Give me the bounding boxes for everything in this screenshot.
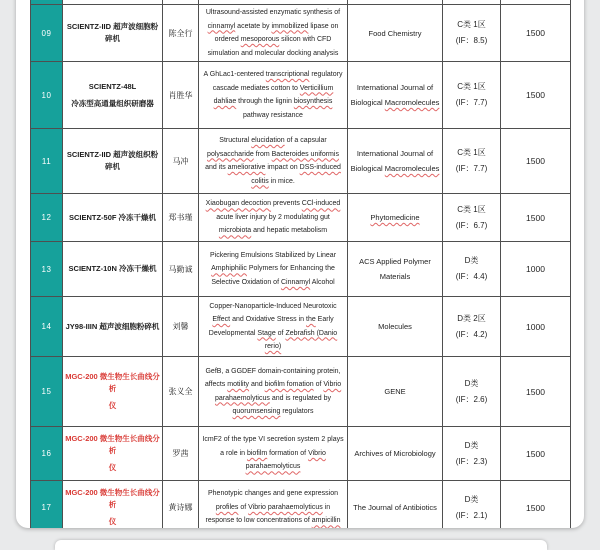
paper-title-cell: [199, 5, 348, 62]
text-segment: impact on: [265, 164, 300, 171]
text-segment: acetate by: [235, 22, 272, 30]
impact-factor: (IF：2.3): [455, 456, 488, 466]
equipment-line: JY98-IIIN 超声波细胞粉碎机: [65, 321, 160, 331]
underlined-term: Cinnamyl: [280, 278, 311, 286]
equipment-cell: [63, 5, 163, 62]
underlined-term: ampicillin: [311, 517, 341, 525]
class-grade: D类: [464, 256, 479, 265]
equipment-cell: [63, 481, 163, 529]
row-number: 14: [41, 322, 52, 331]
paper-title: [205, 368, 341, 416]
researcher-name: 马冲: [172, 156, 189, 166]
table-row: [31, 427, 571, 481]
underlined-term: Effect: [212, 316, 231, 323]
row-number: 17: [41, 503, 52, 512]
document-page: [16, 0, 584, 528]
text-segment: formation of: [267, 449, 309, 457]
equipment-cell: [63, 427, 163, 481]
grade-cell: [443, 297, 501, 357]
text-segment: prevents: [271, 200, 302, 208]
row-number-cell: [31, 5, 63, 62]
journal-name: [359, 257, 431, 281]
text-segment: lipase on ordered: [214, 22, 339, 43]
amount-cell: [501, 481, 571, 529]
journal-cell: [348, 481, 443, 529]
class-grade: C类 1区: [457, 204, 486, 214]
equipment-line: SCIENTZ-IID 超声波细胞粉碎机: [66, 22, 159, 43]
text-segment: GefB, a GGDEF domain-containing protein, affects: [204, 367, 341, 388]
journal-name: [370, 213, 419, 222]
researcher-cell: [163, 297, 199, 357]
equipment-cell: [63, 62, 163, 129]
amount-cell: [501, 194, 571, 242]
underlined-term: cinnamyl: [207, 22, 236, 30]
text-segment: Copper-Nanoparticle-Induced Neurotoxic: [209, 302, 337, 310]
amount-cell: [501, 427, 571, 481]
amount-cell: [501, 5, 571, 62]
impact-factor: (IF：6.7): [455, 220, 488, 230]
underlined-term: mesoporous: [240, 36, 280, 43]
underlined-term: Vibrio parahaemolyticus: [245, 449, 326, 471]
underlined-term: motility: [227, 381, 250, 388]
award-amount: 1500: [526, 212, 545, 223]
class-grade: D类: [464, 440, 479, 450]
grade-cell: [443, 62, 501, 129]
underlined-term: colitis: [251, 177, 269, 185]
row-number: 13: [41, 264, 52, 274]
researcher-name: 黄诗娜: [168, 503, 193, 512]
impact-factor: (IF：7.7): [455, 164, 488, 173]
grade-cell: [443, 194, 501, 242]
impact-factor: (IF：2.6): [455, 394, 488, 404]
underlined-term: the: [306, 316, 316, 323]
underlined-term: Stage: [257, 329, 276, 337]
table-row: [31, 481, 571, 529]
paper-title-cell: [199, 62, 348, 129]
paper-title-cell: [199, 427, 348, 481]
underlined-term: DSS-induced: [299, 164, 341, 171]
researcher-name: 陈全行: [168, 28, 193, 38]
text-segment: of: [238, 503, 249, 511]
amount-cell: [501, 129, 571, 194]
award-amount: 1500: [526, 156, 545, 166]
paper-title: [206, 200, 341, 234]
text-segment: GENE: [384, 387, 406, 396]
class-grade: C类 1区: [457, 148, 486, 157]
grade-cell: [443, 481, 501, 529]
text-segment: silicon with CFD simulation and molecular docking analysis: [207, 36, 339, 57]
row-number-cell: [31, 194, 63, 242]
table-row: [31, 62, 571, 129]
paper-title: [202, 436, 343, 470]
underlined-term: Vibrio parahaemolyticus: [215, 381, 342, 402]
equipment-line: 仪: [108, 463, 117, 472]
equipment-line: MGC-200 微生物生长曲线分析: [65, 372, 160, 393]
underlined-term: microbiota: [218, 227, 252, 235]
text-segment: A GhLac1-centered: [203, 71, 266, 78]
journal-name: [351, 83, 440, 107]
underlined-term: profiles: [215, 503, 239, 511]
text-segment: Archives of Microbiology: [354, 449, 436, 458]
journal-name: [384, 387, 405, 396]
researcher-cell: [163, 481, 199, 529]
equipment-line: 冷冻型高通量组织研磨器: [71, 98, 154, 108]
text-segment: and hepatic metabolism: [251, 227, 328, 235]
underlined-term: Vibrio parahaemolyticus: [248, 503, 323, 511]
text-segment: pathway resistance: [243, 111, 303, 119]
award-amount: 1500: [526, 448, 545, 459]
grade-cell: [443, 427, 501, 481]
equipment-cell: [63, 242, 163, 297]
row-number: 12: [41, 213, 52, 222]
row-number: 09: [41, 28, 52, 38]
equipment-cell: [63, 194, 163, 242]
class-grade: D类: [464, 378, 479, 388]
row-number-cell: [31, 427, 63, 481]
underlined-term: Amphiphilic: [211, 265, 247, 273]
paper-title: [204, 71, 343, 119]
amount-cell: [501, 357, 571, 427]
researcher-cell: [163, 62, 199, 129]
table-row: [31, 194, 571, 242]
researcher-cell: [163, 427, 199, 481]
researcher-cell: [163, 242, 199, 297]
table-body: [31, 0, 571, 528]
row-number: 11: [41, 156, 52, 166]
paper-title-cell: [199, 357, 348, 427]
paper-title-cell: [199, 242, 348, 297]
researcher-name: 郑书瑾: [168, 213, 193, 222]
journal-name: [351, 149, 440, 173]
equipment-line: MGC-200 微生物生长曲线分析: [65, 488, 160, 509]
grade-cell: [443, 242, 501, 297]
text-segment: regulatory cascade mediates cotton to: [212, 71, 343, 92]
journal-cell: [348, 242, 443, 297]
text-segment: The Journal of Antibiotics: [353, 503, 437, 512]
impact-factor: (IF：8.5): [455, 36, 488, 45]
paper-title-cell: [199, 481, 348, 529]
text-segment: International Journal of Biological: [350, 149, 434, 173]
underlined-term: immobilized: [271, 22, 309, 30]
journal-name: [354, 449, 435, 458]
text-segment: and its: [205, 164, 228, 171]
researcher-name: 刘馨: [172, 322, 189, 331]
row-number: 10: [41, 90, 52, 100]
text-segment: through the lignin: [236, 98, 294, 105]
underlined-term: Phytomedicine: [370, 213, 420, 222]
row-number-cell: [31, 357, 63, 427]
journal-cell: [348, 194, 443, 242]
impact-factor: (IF：4.4): [455, 272, 488, 281]
row-number-cell: [31, 129, 63, 194]
underlined-term: Macromolecules: [384, 164, 440, 173]
journal-name: [353, 503, 437, 512]
text-segment: Molecules: [378, 322, 412, 331]
award-amount: 1500: [526, 502, 545, 513]
class-grade: C类 1区: [457, 82, 486, 91]
underlined-term: polysaccharide: [207, 150, 254, 158]
text-segment: Early Developmental: [208, 316, 334, 337]
equipment-line: 仪: [108, 401, 117, 410]
text-segment: IcmF2 of the type VI secretion system 2 plays a role in: [202, 436, 344, 457]
equipment-line: MGC-200 微生物生长曲线分析: [65, 434, 160, 455]
underlined-term: biofilm fomation: [264, 381, 314, 388]
researcher-name: 马勤诚: [168, 264, 193, 274]
journal-cell: [348, 427, 443, 481]
amount-cell: [501, 297, 571, 357]
researcher-cell: [163, 129, 199, 194]
text-segment: of: [275, 329, 286, 337]
amount-cell: [501, 62, 571, 129]
table-row: [31, 297, 571, 357]
table-row: [31, 242, 571, 297]
paper-title: [210, 252, 336, 286]
underlined-term: CCl-induced: [301, 200, 341, 208]
row-number-cell: [31, 481, 63, 529]
underlined-term: Bacteroides uniformis: [271, 150, 339, 158]
award-amount: 1000: [526, 264, 545, 274]
text-segment: of a capsular: [284, 137, 327, 144]
underlined-term: ameliorative: [227, 164, 266, 171]
text-segment: Polymers for Enhancing the Selective Oxidation of: [211, 265, 335, 286]
text-segment: and Oxidative Stress in: [230, 316, 306, 323]
equipment-cell: [63, 357, 163, 427]
paper-title: [206, 9, 340, 57]
class-grade: C类 1区: [457, 20, 486, 29]
paper-title-cell: [199, 129, 348, 194]
text-segment: International Journal of Biological: [350, 83, 434, 107]
class-grade: D类: [464, 494, 479, 504]
next-page-edge: [55, 540, 547, 550]
equipment-line: SCIENTZ-10N 冷冻干燥机: [68, 264, 157, 273]
row-number-cell: [31, 242, 63, 297]
researcher-name: 肖胜华: [168, 90, 193, 100]
award-amount: 1500: [526, 386, 545, 397]
table-row: [31, 129, 571, 194]
paper-title-cell: [199, 297, 348, 357]
underlined-term: Verticillium dahliae: [213, 84, 334, 105]
underlined-term: biofilm: [246, 449, 268, 457]
impact-factor: (IF：7.7): [455, 98, 488, 107]
grade-cell: [443, 357, 501, 427]
paper-title: [205, 137, 341, 185]
text-segment: from: [253, 150, 272, 158]
grade-cell: [443, 5, 501, 62]
text-segment: regulators: [280, 408, 314, 415]
text-segment: Structural: [219, 137, 252, 144]
award-amount: 1500: [526, 28, 545, 38]
underlined-term: Macromolecules: [384, 98, 440, 107]
text-segment: Food Chemistry: [368, 28, 422, 38]
row-number-cell: [31, 297, 63, 357]
text-segment: and: [249, 381, 265, 388]
underlined-term: elucidation: [251, 137, 285, 144]
equipment-cell: [63, 297, 163, 357]
text-segment: acute liver injury by 2 modulating gut: [216, 213, 330, 221]
underlined-term: quorumsensing: [232, 408, 281, 415]
amount-cell: [501, 242, 571, 297]
text-segment: Pickering Emulsions Stabilized by Linear: [209, 251, 337, 259]
journal-cell: [348, 357, 443, 427]
journal-name: [369, 29, 422, 38]
paper-title: [209, 303, 337, 351]
funding-table: [30, 0, 571, 528]
researcher-cell: [163, 194, 199, 242]
equipment-line: SCIENTZ-50F 冷冻干燥机: [68, 212, 157, 222]
row-number: 16: [41, 449, 52, 458]
table-row: [31, 5, 571, 62]
text-segment: of: [313, 381, 324, 388]
paper-title: [205, 490, 340, 524]
journal-cell: [348, 5, 443, 62]
text-segment: ACS Applied Polymer Materials: [359, 257, 431, 281]
underlined-term: Xiaobugan decoction: [205, 200, 272, 208]
underlined-term: biosynthesis: [293, 98, 333, 105]
impact-factor: (IF：4.2): [455, 329, 488, 339]
award-amount: 1500: [526, 90, 545, 100]
equipment-line: 仪: [108, 517, 117, 526]
row-number-cell: [31, 62, 63, 129]
text-segment: Alcohol: [310, 278, 335, 286]
journal-name: [378, 322, 412, 331]
equipment-cell: [63, 129, 163, 194]
researcher-cell: [163, 357, 199, 427]
equipment-line: SCIENTZ-IID 超声波组织粉碎机: [66, 150, 159, 171]
journal-cell: [348, 297, 443, 357]
journal-cell: [348, 62, 443, 129]
text-segment: Phenotypic changes and gene expression: [208, 490, 338, 498]
impact-factor: (IF：2.1): [455, 510, 488, 520]
journal-cell: [348, 129, 443, 194]
underlined-term: Zebrafish (Danio rerio): [264, 329, 338, 350]
class-grade: D类 2区: [457, 313, 486, 323]
researcher-name: 罗茜: [172, 449, 189, 458]
researcher-cell: [163, 5, 199, 62]
grade-cell: [443, 129, 501, 194]
equipment-line: SCIENTZ-48L: [88, 81, 137, 91]
table-row: [31, 357, 571, 427]
text-segment: Ultrasound-assisted enzymatic synthesis of: [205, 9, 341, 16]
text-segment: in mice.: [268, 177, 295, 185]
award-amount: 1000: [526, 321, 545, 332]
text-segment: and is regulated by: [269, 394, 331, 402]
row-number: 15: [41, 387, 52, 396]
researcher-name: 张义全: [168, 387, 193, 396]
paper-title-cell: [199, 194, 348, 242]
text-segment: in response to low concentrations of: [205, 503, 331, 525]
underlined-term: transcriptional: [265, 71, 310, 78]
